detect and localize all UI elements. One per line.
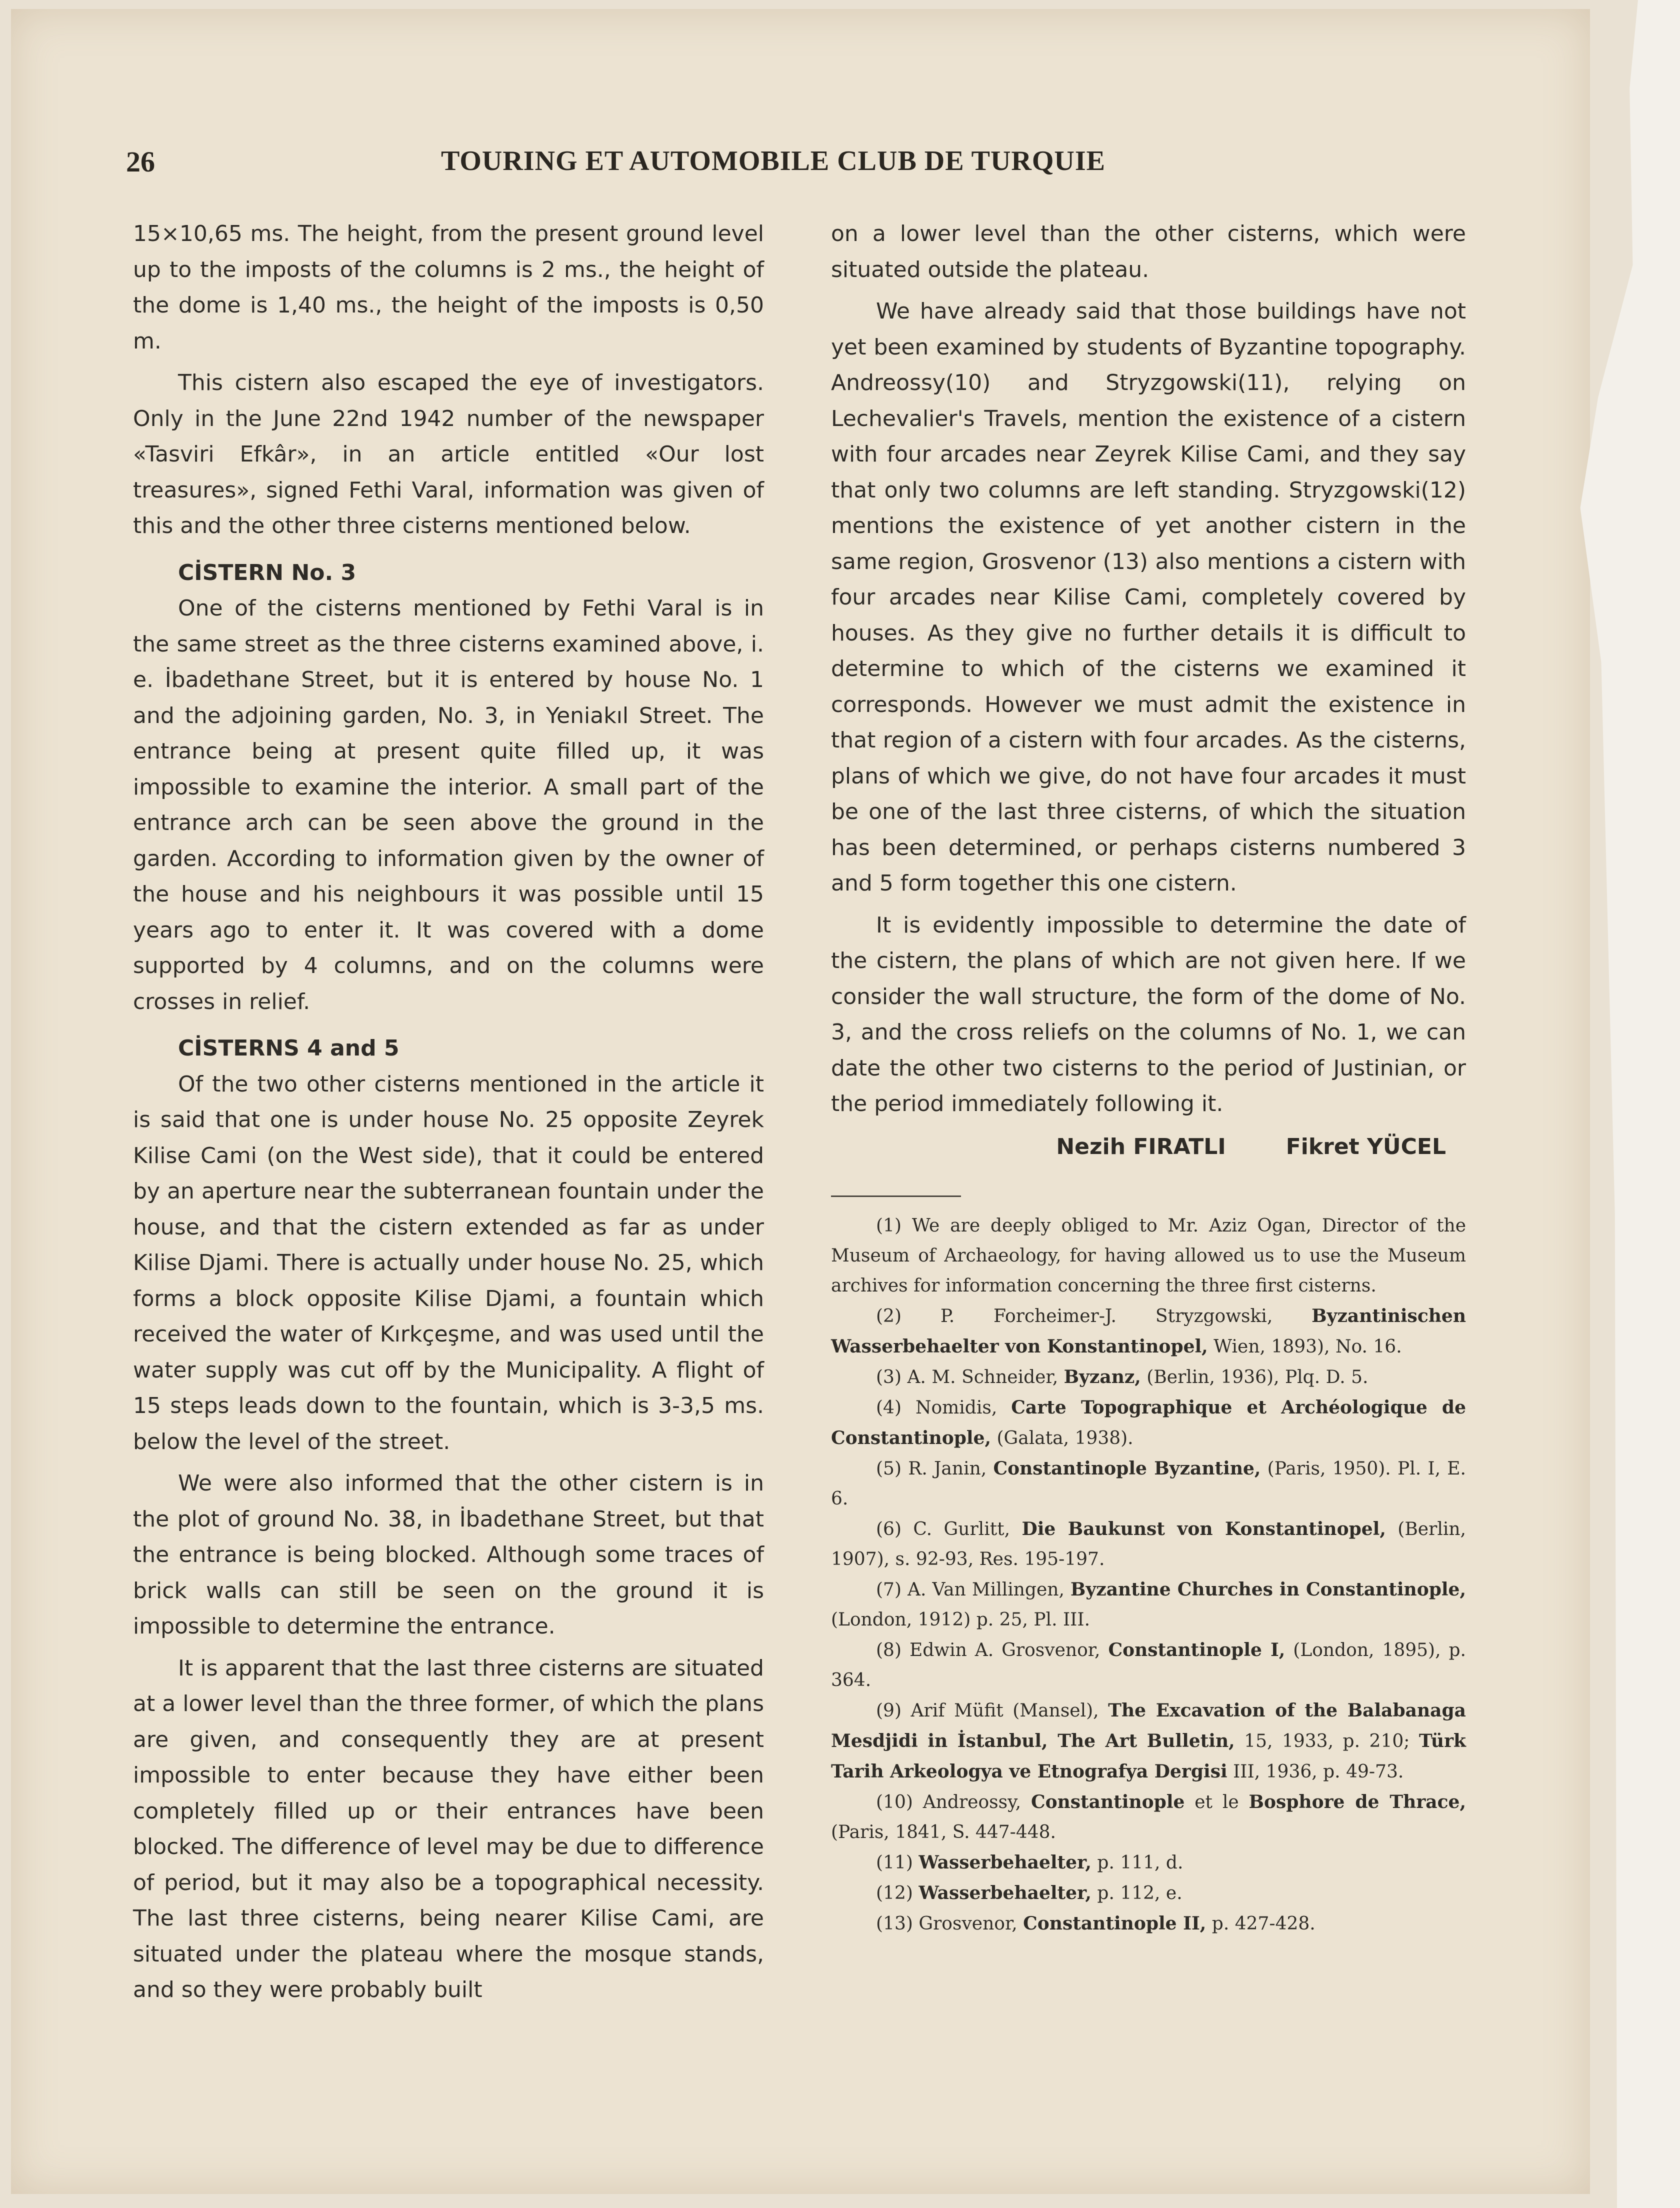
paragraph: One of the cisterns mentioned by Fethi Varal is in the same street as the three cisterns examined above, i. e. İbadethane Street, but it is entered by house No. 1 and the adjoining garden, No. 3, in Yeniakıl Street. The entrance being at present quite filled up, it was impossible to examine the interior. A small part of the entrance arch can be seen above the ground in the garden. According to information given by the owner of the house and his neighbours it was possible until 15 years ago to enter it. It was covered with a dome supported by 4 columns, and on the columns were crosses in relief. [133, 596, 764, 1014]
paragraph: We have already said that those buildings have not yet been examined by students of Byzantine topography. Andreossy(10) and Stryzgowski(11), relying on Lechevalier's Travels, mention the existence of a cistern with four arcades near Zeyrek Kilise Cami, and they say that only two columns are left standing. Stryzgowski(12) mentions the existence of yet another cistern in the same region, Grosvenor (13) also mentions a cistern with four arcades near Kilise Cami, completely covered by houses. As they give no further details it is difficult to determine to which of the cisterns we examined it corresponds. However we must admit the existence in that region of a cistern with four arcades. As the cisterns, plans of which we give, do not have four arcades it must be one of the last three cisterns, of which the situation has been determined, or perhaps cisterns numbered 3 and 5 form together this one cistern. [831, 298, 1466, 896]
section-heading-cisterns-4-5: CİSTERNS 4 and 5 [178, 1036, 400, 1061]
footnote: (1) We are deeply obliged to Mr. Aziz Ogan, Director of the Museum of Archaeology, for having allowed us to use the Museum archives for information concerning the three first cisterns. [831, 1216, 1466, 1296]
paragraph: We were also informed that the other cistern is in the plot of ground No. 38, in İbadethane Street, but that the entrance is being blocked. Although some traces of brick walls can still be seen on the ground it is impossible to determine the entrance. [133, 1470, 764, 1639]
author-name: Nezih FIRATLI [1056, 1134, 1226, 1160]
paragraph: This cistern also escaped the eye of investigators. Only in the June 22nd 1942 number of the newspaper «Tasviri Efkâr», in an article entitled «Our lost treasures», signed Fethi Varal, information was given of this and the other three cisterns mentioned below. [133, 370, 764, 538]
author-name: Fikret YÜCEL [1286, 1134, 1446, 1160]
footnote: (12) Wasserbehaelter, p. 112, e. [876, 1882, 1182, 1904]
paragraph: on a lower level than the other cisterns, which were situated outside the plateau. [831, 221, 1466, 282]
paragraph: It is evidently impossible to determine the date of the cistern, the plans of which are not given here. If we consider the wall structure, the form of the dome of No. 3, and the cross reliefs on the columns of No. 1, we can date the other two cisterns to the period of Justinian, or the period immediately following it. [831, 912, 1466, 1116]
paragraph: Of the two other cisterns mentioned in the article it is said that one is under house No. 25 opposite Zeyrek Kilise Cami (on the West side), that it could be entered by an aperture near the subterranean fountain under the house, and that the cistern extended as far as under Kilise Djami. There is actually under house No. 25, which forms a block opposite Kilise Djami, a fountain which received the water of Kırkçeşme, and was used until the water supply was cut off by the Municipality. A flight of 15 steps leads down to the fountain, which is 3-3,5 ms. below the level of the street. [133, 1071, 764, 1454]
footnote: (8) Edwin A. Grosvenor, Constantinople I, (London, 1895), p. 364. [831, 1640, 1466, 1690]
footnotes [831, 1211, 1466, 1939]
footnote: (13) Grosvenor, Constantinople II, p. 427-428. [876, 1913, 1316, 1934]
footnote: (4) Nomidis, Carte Topographique et Archéologique de Constantinople, (Galata, 1938). [831, 1397, 1466, 1448]
right-column [831, 216, 1466, 1939]
footnote: (3) A. M. Schneider, Byzanz, (Berlin, 1936), Plq. D. 5. [876, 1366, 1368, 1388]
section-heading-cistern-3: CİSTERN No. 3 [178, 560, 356, 586]
footnote: (6) C. Gurlitt, Die Baukunst von Konstantinopel, (Berlin, 1907), s. 92-93, Res. 195-197. [831, 1518, 1466, 1570]
author-signature [831, 1129, 1466, 1165]
footnote: (11) Wasserbehaelter, p. 111, d. [876, 1852, 1184, 1873]
footnote: (7) A. Van Millingen, Byzantine Churches in Constantinople, (London, 1912) p. 25, Pl. III. [831, 1579, 1466, 1630]
footnote: (2) P. Forcheimer-J. Stryzgowski, Byzantinischen Wasserbehaelter von Konstantinopel, Wien, 1893), No. 16. [831, 1306, 1466, 1357]
left-column [133, 216, 764, 2008]
torn-page-edge [1575, 0, 1680, 2208]
running-title: TOURING ET AUTOMOBILE CLUB DE TURQUIE [441, 146, 1106, 176]
footnote: (10) Andreossy, Constantinople et le Bosphore de Thrace, (Paris, 1841, S. 447-448. [831, 1792, 1466, 1842]
paragraph: It is apparent that the last three cisterns are situated at a lower level than the three former, of which the plans are given, and consequently they are at present impossible to enter because they have either been completely filled up or their entrances have been blocked. The difference of level may be due to difference of period, but it may also be a topographical necessity. The last three cisterns, being nearer Kilise Cami, are situated under the plateau where the mosque stands, and so they were probably built [133, 1655, 764, 2002]
page-header [126, 145, 1461, 185]
paragraph: 15×10,65 ms. The height, from the present ground level up to the imposts of the columns is 2 ms., the height of the dome is 1,40 ms., the height of the imposts is 0,50 m. [133, 221, 764, 354]
footnote: (9) Arif Müfit (Mansel), The Excavation of the Balabanaga Mesdjidi in İstanbul, The Art Bulletin, 15, 1933, p. 210; Türk Tarih Arkeologya ve Etnografya Dergisi III, 1936, p. 49-73. [831, 1700, 1466, 1782]
footnote: (5) R. Janin, Constantinople Byzantine, (Paris, 1950). Pl. I, E. 6. [831, 1458, 1466, 1509]
footnote-divider [831, 1196, 961, 1197]
page-number: 26 [126, 146, 155, 178]
